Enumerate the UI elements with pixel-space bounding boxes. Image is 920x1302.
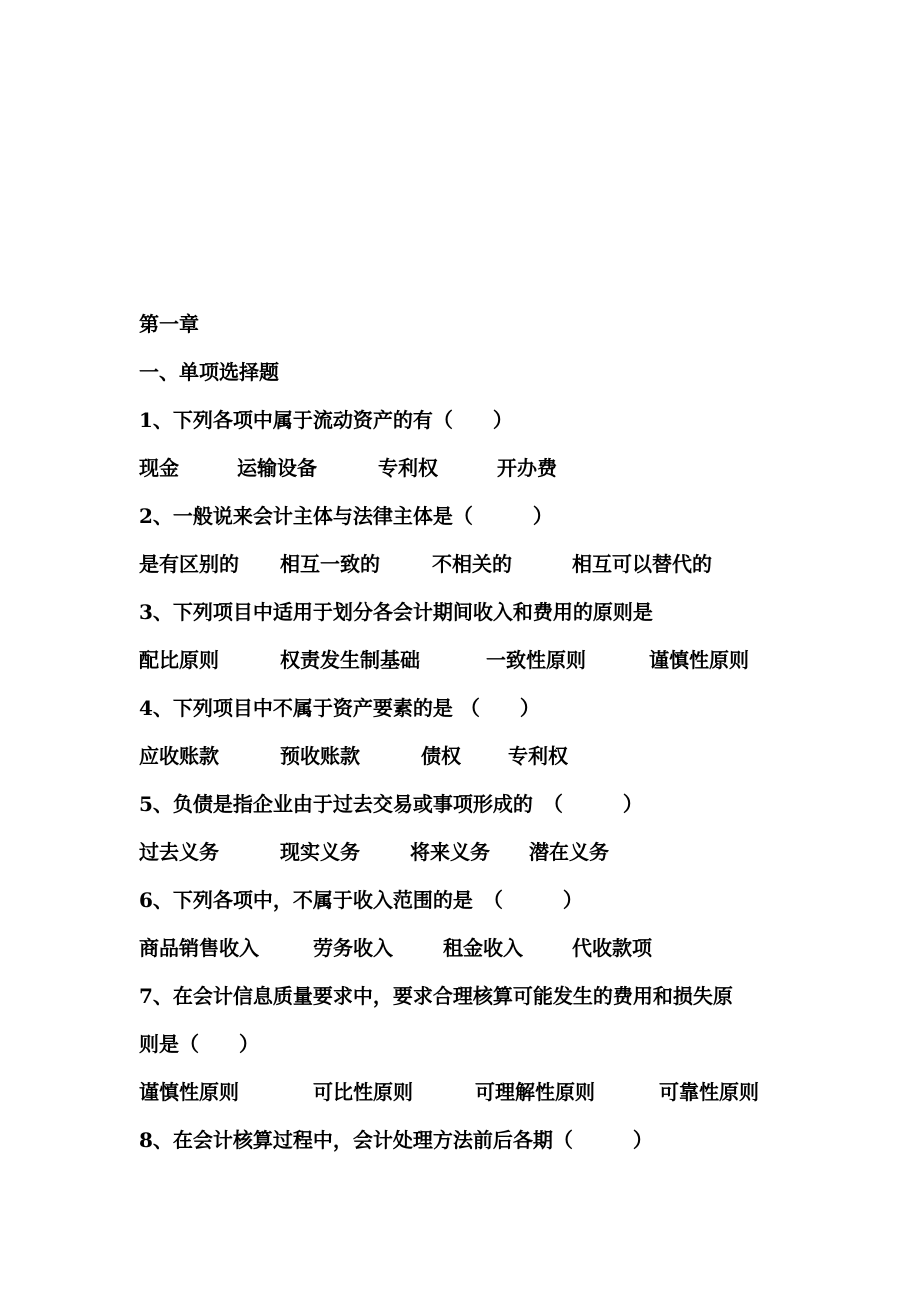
- question-4-text: 4、下列项目中不属于资产要素的是 （ ）: [139, 696, 540, 720]
- question-1-text: 1、下列各项中属于流动资产的有（ ）: [139, 408, 513, 432]
- question-7-option: 可靠性原则: [659, 1080, 759, 1104]
- question-2-option: 不相关的: [432, 552, 512, 576]
- question-3-text: 3、下列项目中适用于划分各会计期间收入和费用的原则是: [139, 600, 653, 624]
- question-6-text: 6、下列各项中，不属于收入范围的是 （ ）: [139, 888, 583, 912]
- question-4-option: 专利权: [508, 744, 568, 768]
- question-6-option: 商品销售收入: [139, 936, 259, 960]
- section-title: 一、单项选择题: [139, 360, 279, 384]
- question-8-text: 8、在会计核算过程中，会计处理方法前后各期（ ）: [139, 1128, 653, 1152]
- question-7-text-continued: 则是（ ）: [139, 1032, 259, 1056]
- question-3-option: 谨慎性原则: [649, 648, 749, 672]
- question-5-option: 过去义务: [139, 840, 219, 864]
- question-7-option: 谨慎性原则: [139, 1080, 239, 1104]
- question-2-option: 相互可以替代的: [572, 552, 712, 576]
- question-4-option: 债权: [421, 744, 461, 768]
- question-7-option: 可比性原则: [313, 1080, 413, 1104]
- question-1-option: 现金: [139, 456, 179, 480]
- question-2-option: 相互一致的: [280, 552, 380, 576]
- question-4-option: 应收账款: [139, 744, 219, 768]
- question-6-option: 劳务收入: [313, 936, 393, 960]
- question-7-option: 可理解性原则: [475, 1080, 595, 1104]
- chapter-title: 第一章: [139, 312, 199, 336]
- question-4-option: 预收账款: [280, 744, 360, 768]
- question-6-option: 租金收入: [443, 936, 523, 960]
- question-7-text: 7、在会计信息质量要求中，要求合理核算可能发生的费用和损失原: [139, 984, 733, 1008]
- question-1-option: 开办费: [497, 456, 557, 480]
- question-5-option: 潜在义务: [529, 840, 609, 864]
- question-1-option: 专利权: [378, 456, 438, 480]
- question-2-text: 2、一般说来会计主体与法律主体是（ ）: [139, 504, 553, 528]
- question-2-option: 是有区别的: [139, 552, 239, 576]
- question-3-option: 配比原则: [139, 648, 219, 672]
- question-6-option: 代收款项: [572, 936, 652, 960]
- question-3-option: 一致性原则: [486, 648, 586, 672]
- question-5-option: 现实义务: [280, 840, 360, 864]
- question-3-option: 权责发生制基础: [280, 648, 420, 672]
- question-5-text: 5、负债是指企业由于过去交易或事项形成的 （ ）: [139, 792, 643, 816]
- question-5-option: 将来义务: [410, 840, 490, 864]
- question-1-option: 运输设备: [237, 456, 317, 480]
